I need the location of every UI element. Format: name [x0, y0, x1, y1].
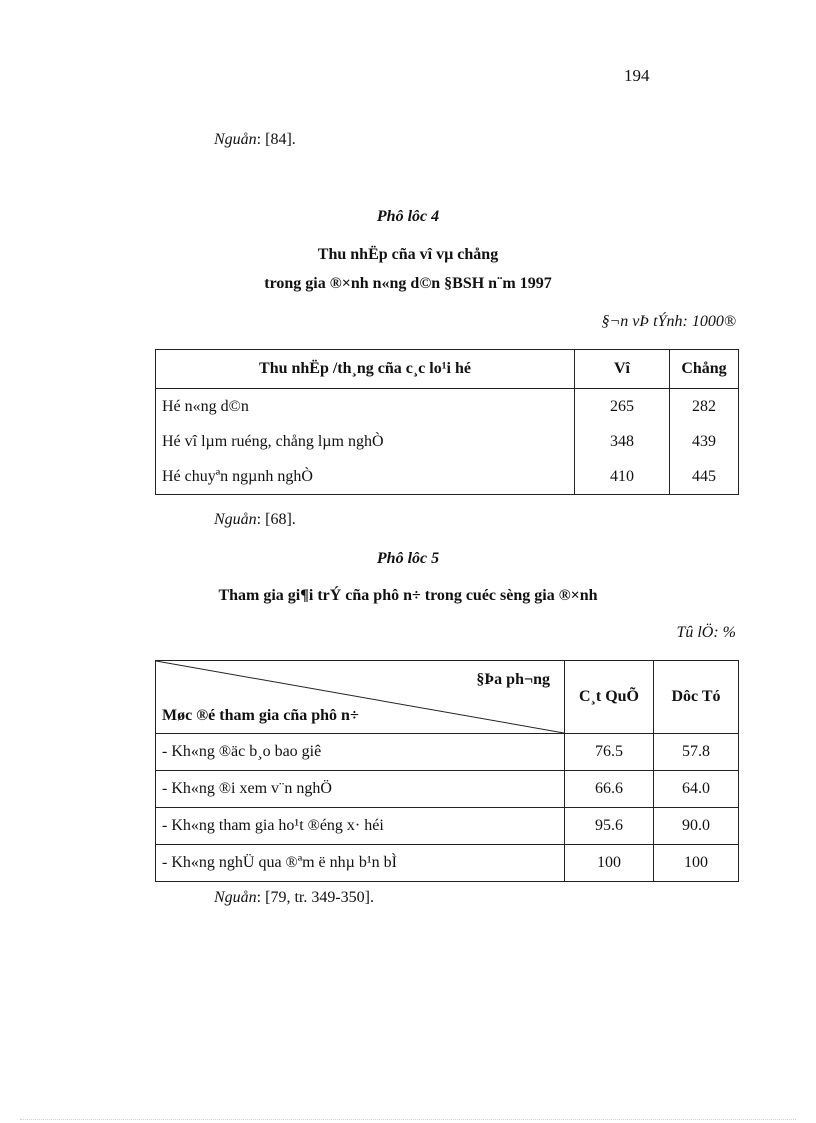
- duc-tu-value: 64.0: [654, 771, 739, 808]
- source-ref: : [68].: [256, 511, 296, 528]
- source-label: Nguån: [214, 131, 257, 148]
- locality-header: §Þa ph¬ng: [476, 671, 550, 688]
- row-label: - Kh«ng nghÜ qua ®ªm ë nhµ b¹n bÌ: [156, 845, 565, 882]
- duc-tu-value: 90.0: [654, 808, 739, 845]
- source-note-2: [214, 511, 296, 529]
- source-ref: : [79, tr. 349-350].: [256, 889, 374, 906]
- leisure-table: [155, 660, 739, 882]
- source-note-3: [214, 889, 374, 907]
- diagonal-header-cell: [156, 661, 565, 734]
- cat-que-value: 76.5: [565, 734, 654, 771]
- appendix-4-title-line1: Thu nhËp cña vî vµ chång: [317, 246, 499, 263]
- column-header-household-type: Thu nhËp /th¸ng cña c¸c lo¹i hé: [156, 350, 575, 389]
- participation-level-header: Møc ®é tham gia cña phô n÷: [162, 707, 359, 724]
- page-bottom-divider: [20, 1119, 796, 1120]
- row-label: Hé chuyªn ngµnh nghÒ: [156, 459, 575, 495]
- column-header-husband: Chång: [670, 350, 739, 389]
- table-row: [156, 734, 739, 771]
- appendix-5-title: Tham gia gi¶i trÝ cña phô n÷ trong cuéc sèng gia ®×nh: [218, 587, 598, 604]
- husband-income: 439: [670, 424, 739, 459]
- table-row: [156, 424, 739, 459]
- appendix-4-title-line2: trong gia ®×nh n«ng d©n §BSH n¨m 1997: [264, 275, 552, 292]
- column-header-wife: Vî: [575, 350, 670, 389]
- duc-tu-value: 100: [654, 845, 739, 882]
- source-label: Nguån: [214, 889, 257, 906]
- column-header-duc-tu: Dôc Tó: [654, 661, 739, 734]
- column-header-cat-que: C¸t QuÕ: [565, 661, 654, 734]
- table-row: [156, 771, 739, 808]
- table-row: [156, 459, 739, 495]
- wife-income: 410: [575, 459, 670, 495]
- duc-tu-value: 57.8: [654, 734, 739, 771]
- table-row: [156, 808, 739, 845]
- cat-que-value: 100: [565, 845, 654, 882]
- row-label: Hé n«ng d©n: [156, 389, 575, 425]
- row-label: - Kh«ng ®äc b¸o bao giê: [156, 734, 565, 771]
- cat-que-value: 66.6: [565, 771, 654, 808]
- table-row: [156, 845, 739, 882]
- wife-income: 265: [575, 389, 670, 425]
- table-header-row: [156, 350, 739, 389]
- income-table: [155, 349, 739, 495]
- appendix-5-heading: Phô lôc 5: [376, 550, 440, 567]
- wife-income: 348: [575, 424, 670, 459]
- appendix-4-heading: Phô lôc 4: [376, 208, 440, 225]
- appendix-4-unit: §¬n vÞ tÝnh: 1000®: [601, 313, 736, 330]
- source-note-1: [214, 131, 296, 149]
- row-label: - Kh«ng ®i xem v¨n nghÖ: [156, 771, 565, 808]
- husband-income: 282: [670, 389, 739, 425]
- cat-que-value: 95.6: [565, 808, 654, 845]
- source-label: Nguån: [214, 511, 257, 528]
- table-header-row: [156, 661, 739, 734]
- husband-income: 445: [670, 459, 739, 495]
- appendix-5-unit: Tû lÖ: %: [676, 624, 736, 641]
- row-label: Hé vî lµm ruéng, chång lµm nghÒ: [156, 424, 575, 459]
- source-ref: : [84].: [256, 131, 296, 148]
- table-row: [156, 389, 739, 425]
- row-label: - Kh«ng tham gia ho¹t ®éng x· héi: [156, 808, 565, 845]
- page-number: 194: [624, 66, 650, 85]
